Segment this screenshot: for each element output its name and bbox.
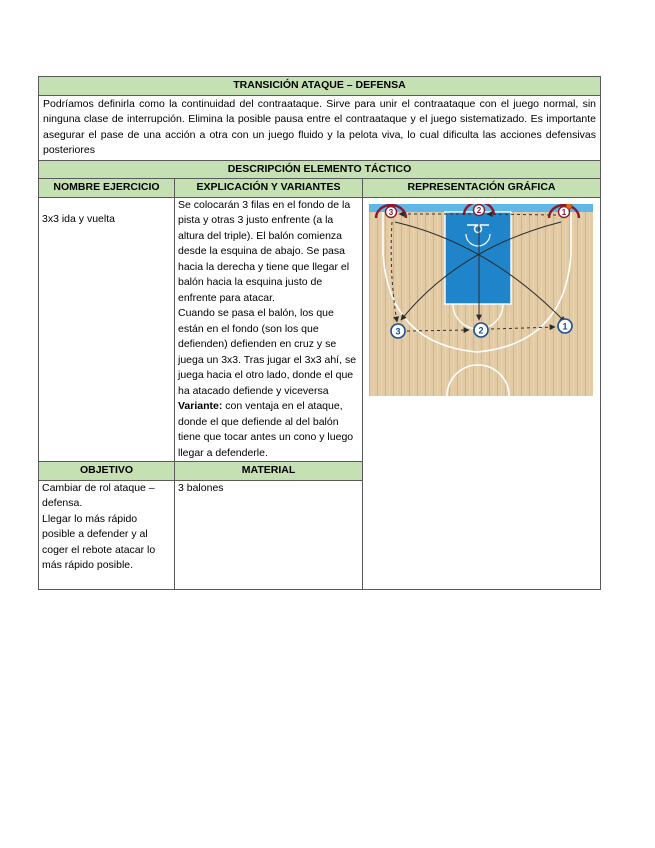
objective-cell: [39, 480, 175, 589]
svg-text:3: 3: [388, 207, 394, 217]
svg-text:2: 2: [476, 205, 482, 215]
sheet-title: TRANSICIÓN ATAQUE – DEFENSA: [39, 77, 601, 96]
svg-text:3: 3: [395, 326, 401, 336]
header-exercise-name: NOMBRE EJERCICIO: [39, 179, 175, 198]
svg-text:1: 1: [561, 207, 567, 217]
court-diagram: [369, 204, 593, 396]
header-explanation: EXPLICACIÓN Y VARIANTES: [175, 179, 363, 198]
objective-line-2: Llegar lo más rápido posible a defender y al coger el rebote atacar lo más rápido posible.: [42, 512, 156, 571]
tactical-sheet-table: [38, 76, 601, 590]
explanation-cell: [175, 197, 363, 462]
attacker-2: [474, 323, 488, 337]
material-cell: 3 balones: [175, 480, 363, 589]
svg-text:2: 2: [478, 325, 484, 335]
explanation-paragraph-2: Cuando se pasa el balón, los que están en el fondo (son los que defienden) defienden en cruz y se juega un 3x3. Tras jugar el 3x3 ahí, se juega hacia el otro lado, donde el que ha atacado defiende y viceversa: [178, 307, 357, 397]
header-graphic: REPRESENTACIÓN GRÁFICA: [363, 179, 601, 198]
explanation-paragraph-1: Se colocarán 3 filas en el fondo de la pista y otras 3 justo enfrente (a la altura del triple). El balón comienza desde la esquina de abajo. Se pasa hacia la derecha y tiene que llegar el balón hacia la esquina justo de enfrente para atacar.: [178, 198, 351, 304]
header-material: MATERIAL: [175, 462, 363, 481]
attacker-1: [558, 319, 572, 333]
variant-label: Variante:: [178, 400, 223, 412]
defender-3: [386, 206, 397, 217]
svg-text:1: 1: [562, 321, 568, 331]
exercise-name: 3x3 ida y vuelta: [39, 197, 175, 462]
section-title: DESCRIPCIÓN ELEMENTO TÁCTICO: [39, 160, 601, 179]
intro-text: Podríamos definirla como la continuidad del contraataque. Sirve para unir el contraataque con el juego normal, sin ninguna clase de interrupción. Elimina la posible pausa entre el contraataque y el juego sistematizado. Es importante asegurar el pase de una acción a otra con un juego fluido y la pelota viva, lo cual dificulta las acciones defensivas posteriores: [39, 95, 601, 160]
header-objective: OBJETIVO: [39, 462, 175, 481]
graphic-cell: [363, 197, 601, 589]
defender-2: [474, 204, 485, 215]
variant-text: con ventaja en el ataque, donde el que defiende al del balón tiene que tocar antes un cono y luego llegar a defenderle.: [178, 400, 354, 459]
attacker-3: [391, 324, 405, 338]
ball-icon: [566, 204, 572, 209]
objective-line-1: Cambiar de rol ataque – defensa.: [42, 481, 155, 509]
variant-paragraph: [178, 399, 359, 461]
court-svg: [369, 204, 593, 396]
